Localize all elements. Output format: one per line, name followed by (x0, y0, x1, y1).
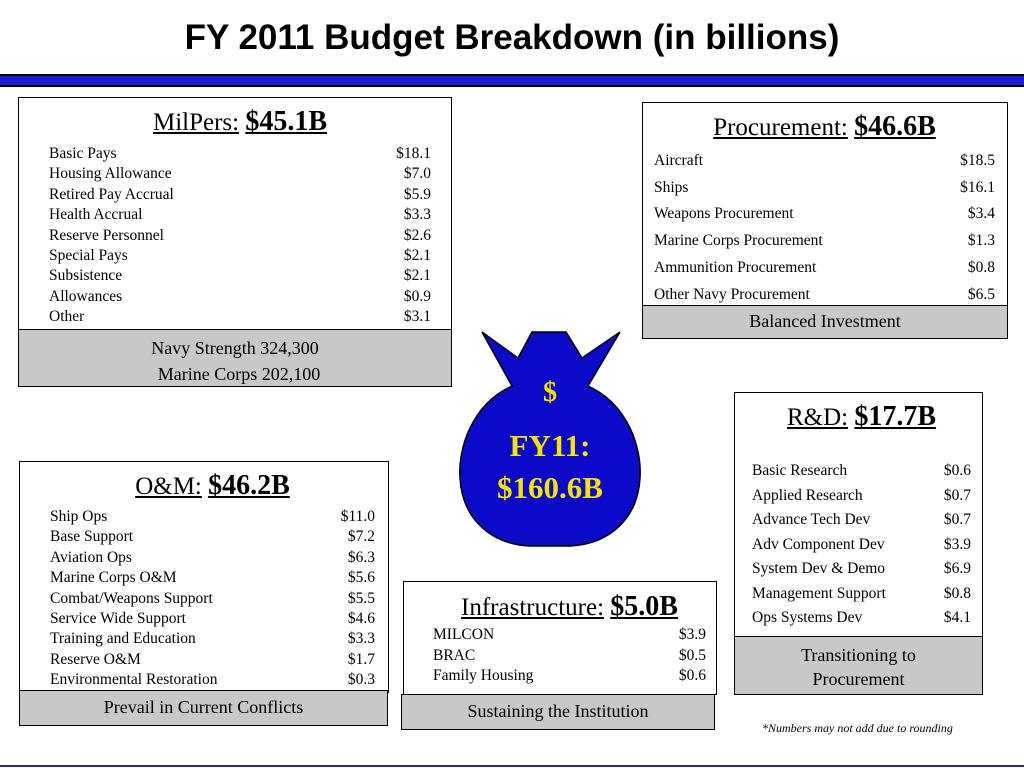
list-item: Ship Ops $11.0 (50, 508, 375, 525)
rnd-title (752, 402, 971, 433)
list-item: Management Support $0.8 (752, 584, 971, 602)
list-item: Reserve Personnel $2.6 (49, 226, 431, 244)
list-item: Family Housing $0.6 (433, 667, 706, 685)
title-rule-bottom (0, 85, 1024, 87)
list-item: Reserve O&M $1.7 (50, 650, 375, 668)
list-item: System Dev & Demo $6.9 (752, 560, 971, 577)
list-item: Allowances $0.9 (49, 287, 431, 305)
rnd-amount: $17.7B (854, 401, 937, 432)
footnote: *Numbers may not add due to rounding (762, 721, 953, 735)
milpers-label: MilPers: (152, 109, 240, 136)
procurement-box (642, 102, 1008, 308)
list-item: Retired Pay Accrual $5.9 (49, 185, 431, 203)
list-item: Combat/Weapons Support $5.5 (50, 589, 375, 607)
list-item: Other Navy Procurement $6.5 (654, 285, 995, 303)
list-item: Aviation Ops $6.3 (50, 548, 375, 566)
list-item: Basic Pays $18.1 (49, 145, 431, 162)
milpers-list (49, 144, 431, 328)
list-item: Ships $16.1 (654, 178, 995, 196)
list-item: Advance Tech Dev $0.7 (752, 511, 971, 528)
list-item: Other $3.1 (49, 308, 431, 326)
list-item: Weapons Procurement $3.4 (654, 205, 995, 223)
om-box (19, 461, 389, 693)
title-rule-blue (0, 76, 1024, 85)
bag-fiscal-year: FY11: (509, 428, 591, 463)
rnd-list (752, 459, 971, 631)
rnd-banner-line2: Procurement (812, 669, 905, 689)
om-label: O&M: (135, 473, 202, 500)
list-item: MILCON $3.9 (433, 626, 706, 643)
list-item: Basic Research $0.6 (752, 462, 971, 479)
rnd-box (734, 392, 983, 638)
list-item: Base Support $7.2 (50, 528, 375, 546)
list-item: Environmental Restoration $0.3 (50, 671, 375, 689)
list-item: Service Wide Support $4.6 (50, 610, 375, 628)
infrastructure-list (433, 625, 706, 687)
procurement-title (654, 112, 995, 143)
milpers-strength-banner (18, 329, 452, 387)
list-item: Training and Education $3.3 (50, 630, 375, 648)
procurement-list (654, 148, 995, 308)
list-item: Aircraft $18.5 (654, 152, 995, 169)
procurement-label: Procurement: (713, 114, 848, 141)
list-item: Applied Research $0.7 (752, 486, 971, 504)
bag-symbol: $ (543, 377, 557, 408)
list-item: Ops Systems Dev $4.1 (752, 609, 971, 626)
page-title: FY 2011 Budget Breakdown (in billions) (184, 18, 840, 57)
list-item: Special Pays $2.1 (49, 247, 431, 265)
procurement-banner: Balanced Investment (642, 305, 1008, 339)
list-item: Health Accrual $3.3 (49, 206, 431, 224)
bottom-rule (0, 765, 1024, 767)
bag-total: $160.6B (497, 470, 603, 505)
milpers-amount: $45.1B (245, 106, 328, 137)
infrastructure-amount: $5.0B (610, 591, 678, 622)
list-item: Housing Allowance $7.0 (49, 165, 431, 183)
navy-strength: Navy Strength 324,300 (151, 338, 319, 358)
milpers-title (49, 107, 431, 138)
rnd-banner (734, 636, 983, 695)
infrastructure-label: Infrastructure: (461, 594, 605, 621)
om-title (50, 471, 375, 502)
list-item: Adv Component Dev $3.9 (752, 535, 971, 553)
list-item: BRAC $0.5 (433, 646, 706, 664)
rnd-label: R&D: (786, 404, 849, 431)
list-item: Marine Corps Procurement $1.3 (654, 232, 995, 250)
milpers-box (18, 97, 452, 331)
list-item: Marine Corps O&M $5.6 (50, 569, 375, 587)
om-amount: $46.2B (208, 470, 290, 501)
list-item: Subsistence $2.1 (49, 267, 431, 285)
om-list (50, 507, 375, 691)
list-item: Ammunition Procurement $0.8 (654, 258, 995, 276)
infrastructure-banner: Sustaining the Institution (401, 694, 715, 730)
rnd-banner-line1: Transitioning to (801, 645, 916, 665)
procurement-amount: $46.6B (854, 111, 936, 142)
om-banner: Prevail in Current Conflicts (19, 690, 388, 726)
infrastructure-title (433, 592, 706, 623)
marine-strength: Marine Corps 202,100 (157, 364, 321, 384)
infrastructure-box (403, 581, 717, 695)
